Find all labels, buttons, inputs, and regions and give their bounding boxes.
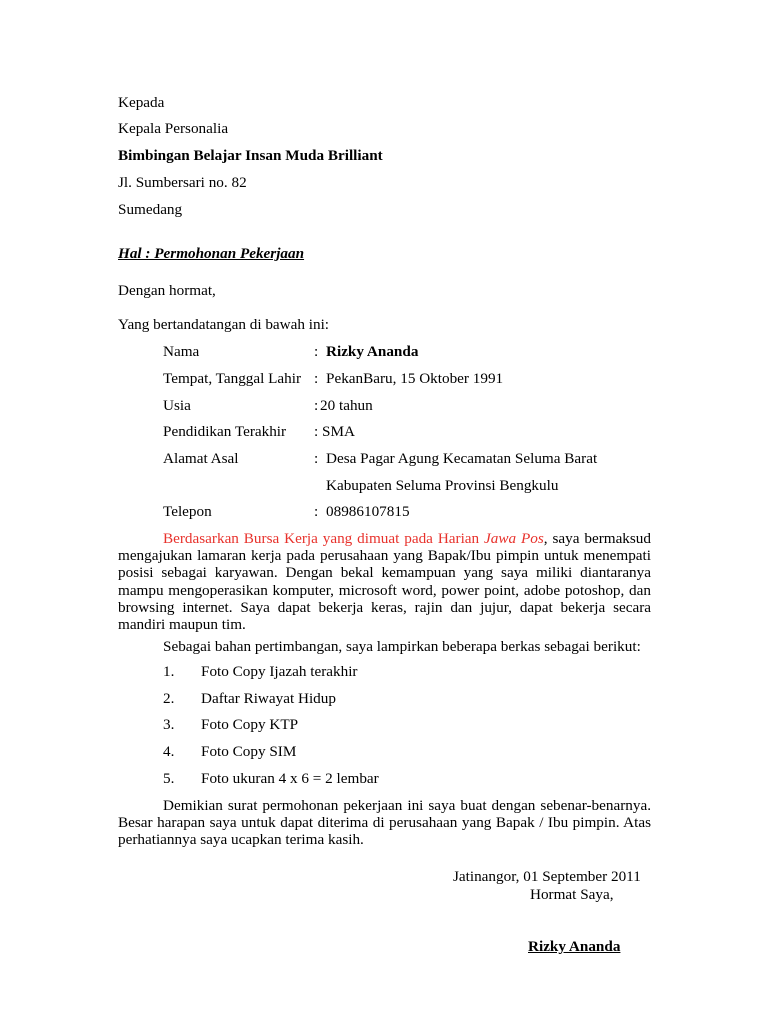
field-colon: : (314, 397, 319, 414)
list-item-number: 5. (163, 770, 175, 787)
intro-line: Yang bertandatangan di bawah ini: (118, 316, 330, 333)
closing-greeting: Hormat Saya, (530, 886, 614, 903)
field-value-address: Desa Pagar Agung Kecamatan Seluma Barat (326, 450, 598, 467)
recipient-to: Kepada (118, 94, 165, 111)
closing-paragraph-text: Demikian surat permohonan pekerjaan ini saya buat dengan sebenar-benarnya. Besar harapan saya untuk dapat diterima di perusahaan yang Bapak / Ibu pimpin. Atas perhatiannya saya ucapkan terima kasih. (118, 797, 651, 849)
place-date: Jatinangor, 01 September 2011 (453, 868, 641, 885)
field-label-name: Nama (163, 343, 200, 360)
body-paragraph-3 (118, 797, 651, 849)
letter-subject: Hal : Permohonan Pekerjaan (118, 245, 305, 262)
field-colon: : (314, 503, 319, 520)
list-item: Foto Copy KTP (201, 716, 299, 733)
body-paragraph-2 (118, 638, 651, 655)
recipient-company: Bimbingan Belajar Insan Muda Brilliant (118, 147, 383, 164)
field-label-education: Pendidikan Terakhir (163, 423, 287, 440)
list-item: Foto ukuran 4 x 6 = 2 lembar (201, 770, 379, 787)
recipient-city: Sumedang (118, 201, 183, 218)
field-colon: : (314, 370, 319, 387)
field-colon: : (314, 450, 319, 467)
field-colon: : (314, 423, 319, 440)
field-colon: : (314, 343, 319, 360)
body-red-text: Berdasarkan Bursa Kerja yang dimuat pada Harian (163, 530, 485, 547)
list-item-number: 2. (163, 690, 175, 707)
field-value-name: Rizky Ananda (326, 343, 419, 360)
field-value-education: SMA (322, 423, 355, 440)
field-value-address-line2: Kabupaten Seluma Provinsi Bengkulu (326, 477, 559, 494)
recipient-position: Kepala Personalia (118, 120, 229, 137)
field-value-age: 20 tahun (320, 397, 373, 414)
attachments-intro: Sebagai bahan pertimbangan, saya lampirkan beberapa berkas sebagai berikut: (163, 638, 641, 655)
field-value-phone: 08986107815 (326, 503, 410, 520)
field-label-phone: Telepon (163, 503, 212, 520)
list-item-number: 3. (163, 716, 175, 733)
field-label-birth: Tempat, Tanggal Lahir (163, 370, 302, 387)
body-paragraph-1 (118, 530, 651, 633)
list-item-number: 1. (163, 663, 175, 680)
body-text: , saya bermaksud mengajukan lamaran kerja pada perusahaan yang Bapak/Ibu pimpin untuk menempati posisi sebagai karyawan. Dengan bekal kemampuan yang saya miliki diantaranya mampu mengoperasikan komputer, microsoft word, power point, adobe potoshop, dan browsing internet. Saya dapat bekerja keras, rajin dan jujur, dapat bekerja secara mandiri maupun tim. (118, 530, 651, 634)
list-item: Foto Copy SIM (201, 743, 297, 760)
signer-name: Rizky Ananda (528, 938, 621, 955)
list-item: Daftar Riwayat Hidup (201, 690, 336, 707)
letter-greeting: Dengan hormat, (118, 282, 216, 299)
field-value-birth: PekanBaru, 15 Oktober 1991 (326, 370, 504, 387)
field-label-address: Alamat Asal (163, 450, 239, 467)
field-label-age: Usia (163, 397, 191, 414)
recipient-street: Jl. Sumbersari no. 82 (118, 174, 247, 191)
newspaper-name: Jawa Pos (484, 530, 544, 547)
list-item: Foto Copy Ijazah terakhir (201, 663, 358, 680)
list-item-number: 4. (163, 743, 175, 760)
